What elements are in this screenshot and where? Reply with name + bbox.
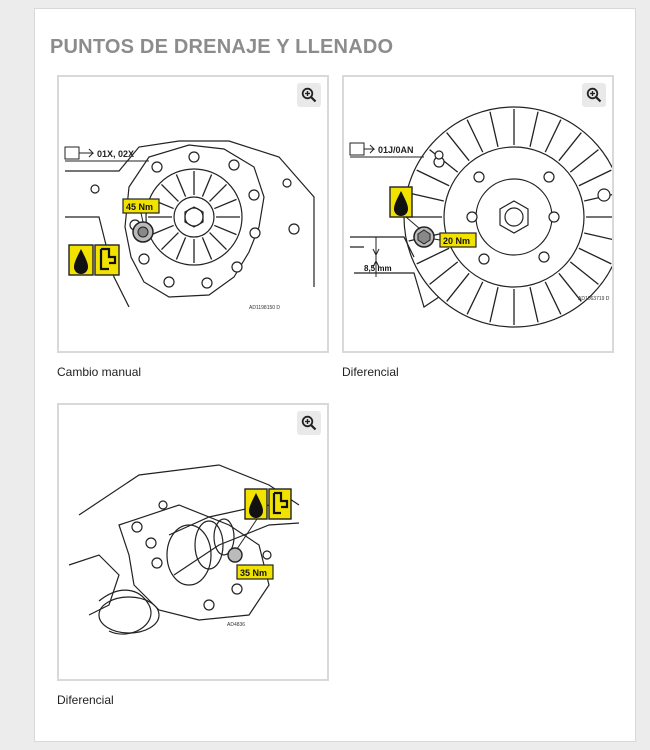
page-title: PUNTOS DE DRENAJE Y LLENADO [50,36,394,58]
figure-caption: Cambio manual [57,365,142,379]
code-label: 01X, 02X [97,149,135,159]
code-label: 01J/0AN [378,145,414,155]
differential-shaft-diagram [59,405,327,679]
zoom-in-icon [586,87,602,103]
figure-caption: Diferencial [57,693,114,707]
torque-label: 20 Nm [443,236,471,246]
zoom-button[interactable] [297,411,321,435]
zoom-in-icon [301,87,317,103]
figure-ref: AD4836 [227,622,246,628]
torque-label: 45 Nm [126,202,154,212]
differential-diagram [344,77,612,351]
zoom-button[interactable] [582,83,606,107]
figure-ref: AD1198150 D [249,305,281,311]
torque-label: 35 Nm [240,568,268,578]
figure-card-manual-gearbox[interactable] [57,75,329,353]
dimension-label: 8,5 mm [364,264,392,273]
zoom-in-icon [301,415,317,431]
figure-card-differential-2[interactable] [57,403,329,681]
zoom-button[interactable] [297,83,321,107]
figure-card-differential-1[interactable] [342,75,614,353]
figure-caption: Diferencial [342,365,399,379]
figure-ref: AD1063719 D [578,296,610,302]
manual-gearbox-diagram [59,77,327,351]
content-panel [34,8,636,742]
